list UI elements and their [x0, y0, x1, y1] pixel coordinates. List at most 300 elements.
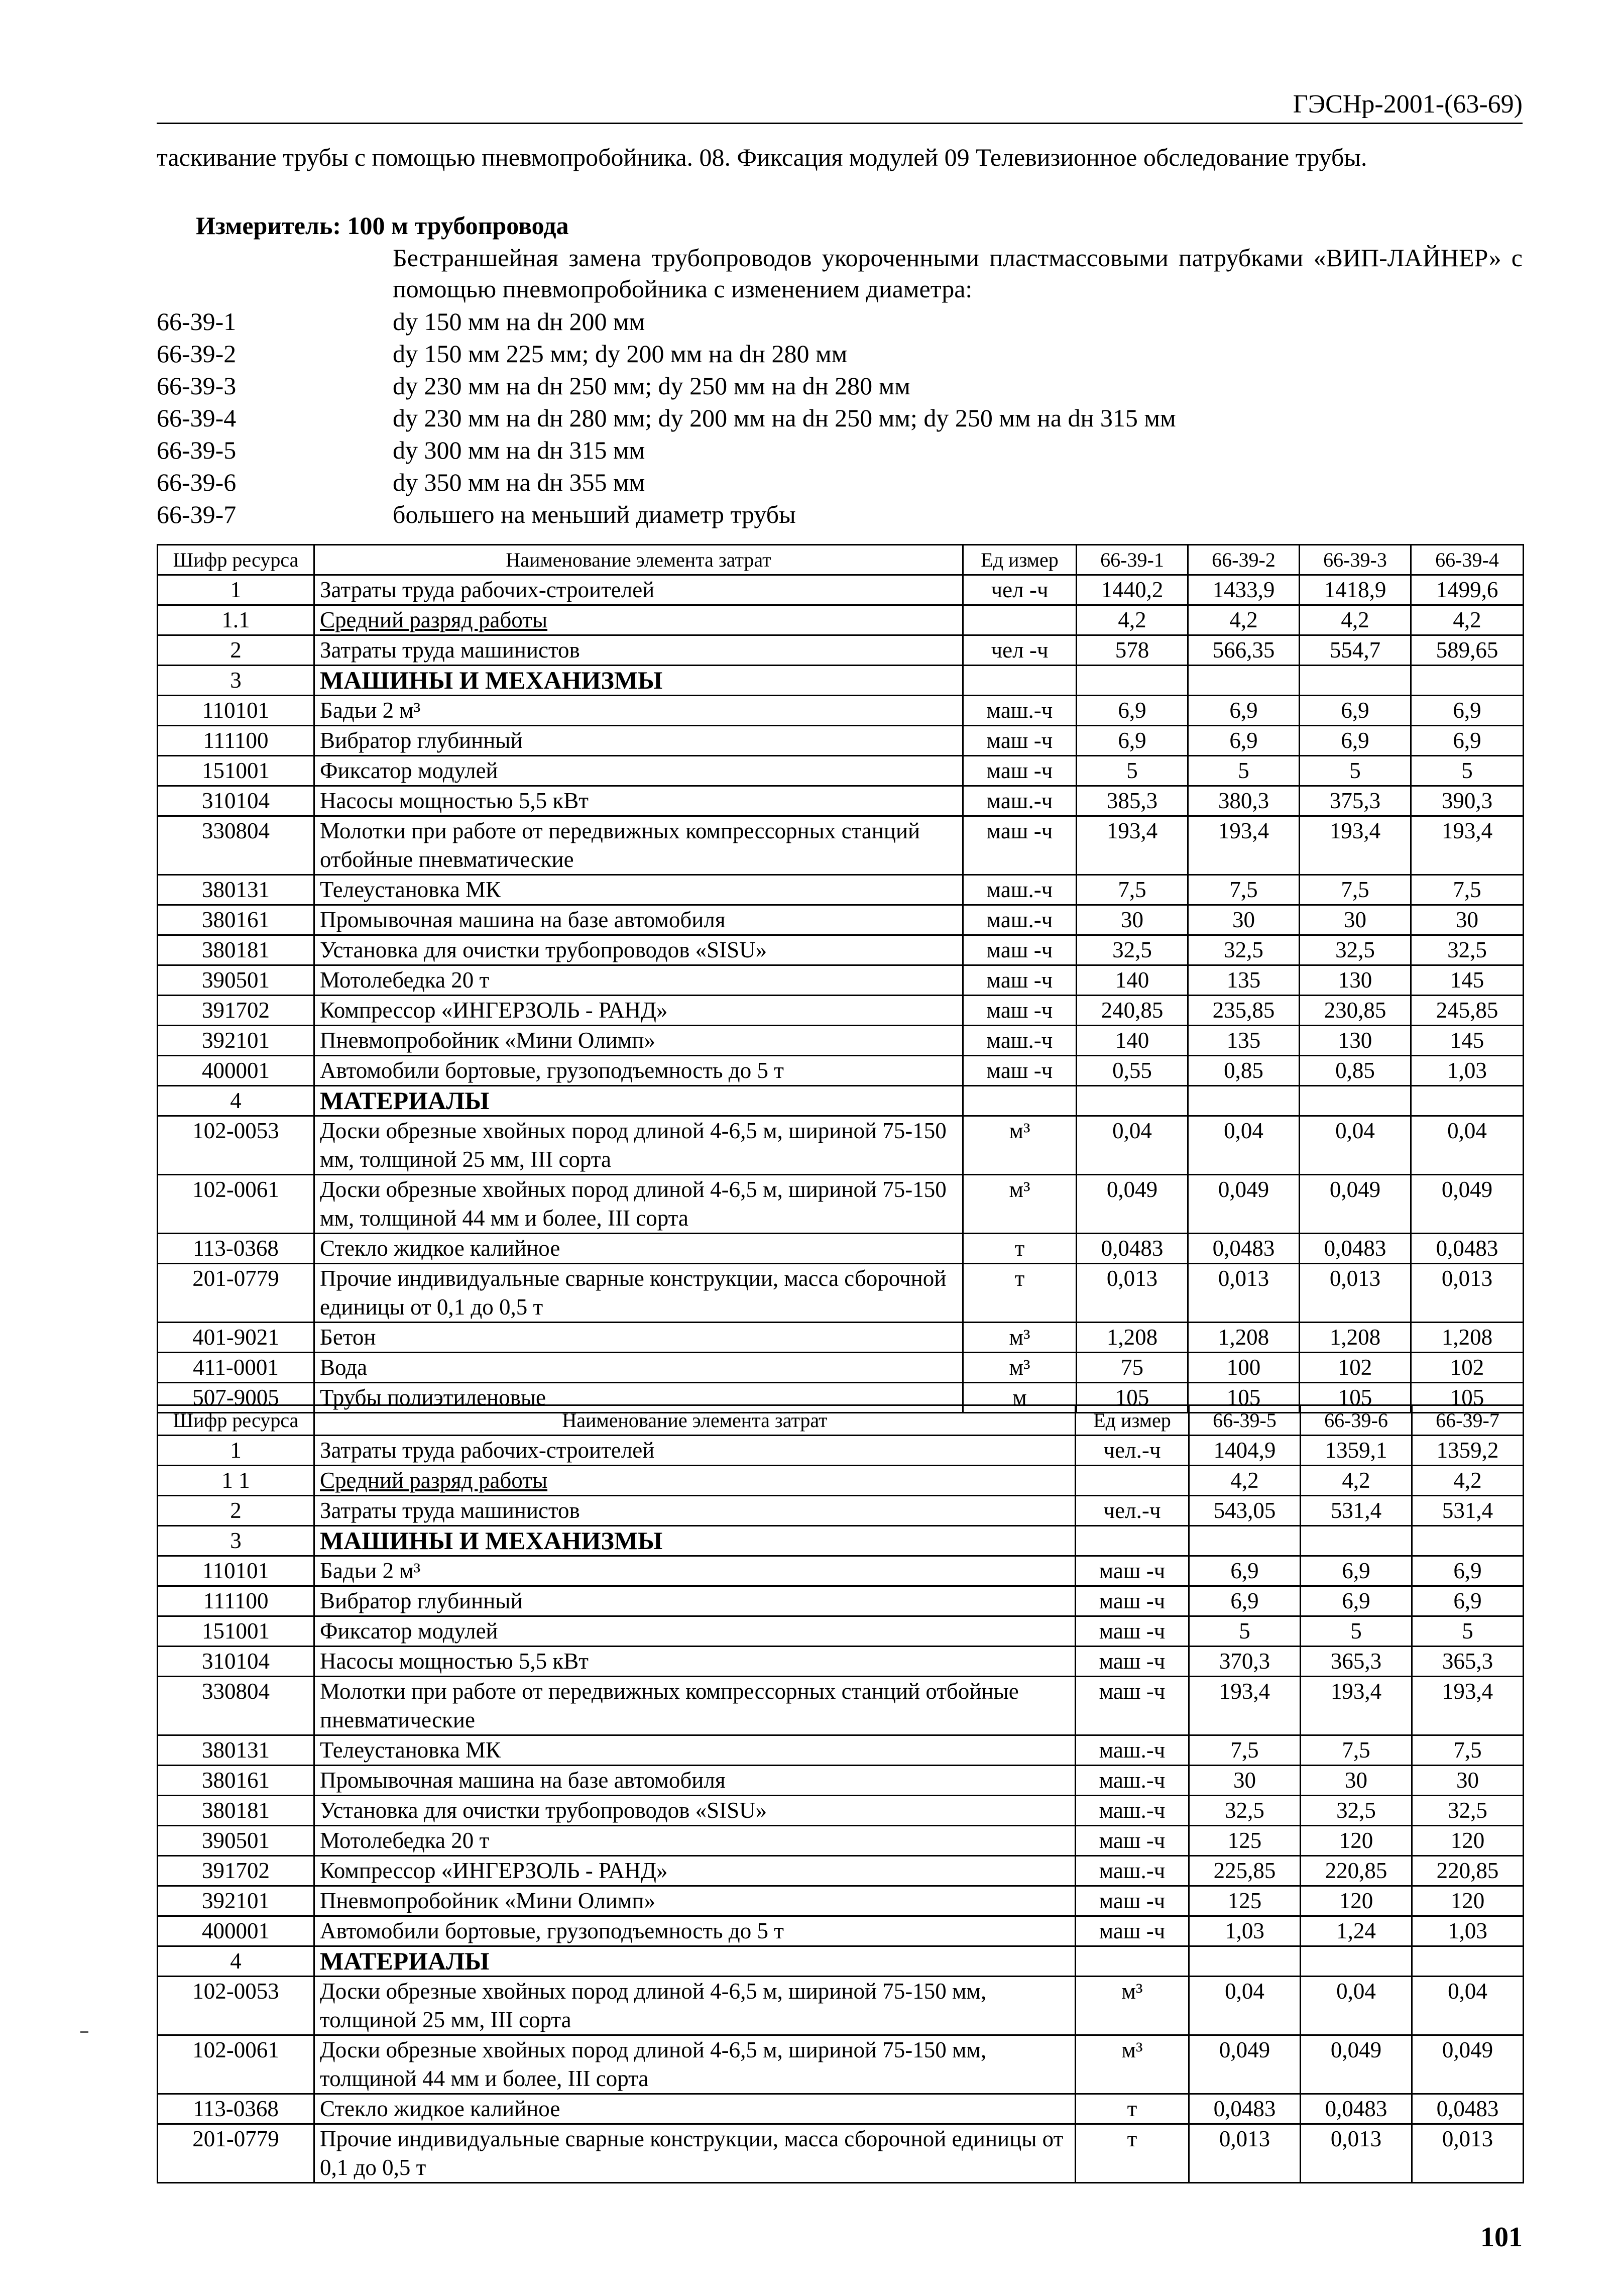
value-cell: 0,013: [1411, 1264, 1524, 1323]
value-cell: 120: [1412, 1826, 1524, 1856]
value-cell: 6,9: [1412, 1586, 1524, 1616]
unit-of-measure: м: [963, 1383, 1077, 1413]
resource-code: 390501: [158, 965, 314, 996]
value-cell: 193,4: [1077, 816, 1188, 875]
unit-of-measure: маш -ч: [963, 726, 1077, 756]
value-cell: 125: [1189, 1886, 1301, 1916]
resource-code: 400001: [158, 1916, 314, 1946]
value-cell: 100: [1188, 1353, 1300, 1383]
unit-of-measure: маш -ч: [963, 935, 1077, 965]
value-cell: 1433,9: [1188, 575, 1300, 605]
table-row: [158, 605, 1524, 635]
column-header: Шифр ресурса: [158, 545, 314, 575]
cost-element-name: Бадьи 2 м³: [314, 1556, 1076, 1586]
cost-element-name: Компрессор «ИНГЕРЗОЛЬ - РАНД»: [314, 1856, 1076, 1886]
table-row: [158, 1556, 1524, 1586]
resource-code: 102-0053: [158, 1977, 314, 2035]
value-cell: 1,03: [1412, 1916, 1524, 1946]
resource-code: 1: [158, 1436, 314, 1466]
value-cell: 105: [1411, 1383, 1524, 1413]
resource-code: 380131: [158, 875, 314, 905]
cost-element-name: Мотолебедка 20 т: [314, 1826, 1076, 1856]
value-cell: 30: [1300, 905, 1411, 935]
value-cell: 193,4: [1188, 816, 1300, 875]
value-cell: 75: [1077, 1353, 1188, 1383]
column-header: Наименование элемента затрат: [314, 1405, 1076, 1436]
value-cell: 589,65: [1411, 635, 1524, 666]
unit-of-measure: маш.-ч: [1076, 1856, 1189, 1886]
resource-code: 4: [158, 1086, 314, 1116]
unit-of-measure: маш -ч: [963, 816, 1077, 875]
cost-element-name: Прочие индивидуальные сварные конструкции, масса сборочной единицы от 0,1 до 0,5 т: [314, 2124, 1076, 2183]
value-cell: 30: [1188, 905, 1300, 935]
value-cell: 0,049: [1301, 2035, 1412, 2094]
resource-code: 507-9005: [158, 1383, 314, 1413]
unit-of-measure: маш.-ч: [1076, 1796, 1189, 1826]
value-cell: 30: [1189, 1766, 1301, 1796]
value-cell: 7,5: [1301, 1735, 1412, 1766]
code-text: большего на меньший диаметр трубы: [393, 500, 796, 528]
value-cell: 6,9: [1411, 696, 1524, 726]
value-cell: 120: [1301, 1826, 1412, 1856]
value-cell: 105: [1300, 1383, 1411, 1413]
code-text: dy 150 мм 225 мм; dy 200 мм на dн 280 мм: [393, 340, 848, 368]
cost-element-name: Пневмопробойник «Мини Олимп»: [314, 1886, 1076, 1916]
value-cell: 130: [1300, 1026, 1411, 1056]
cost-element-name: Доски обрезные хвойных пород длиной 4-6,5 м, шириной 75-150 мм, толщиной 25 мм, III сорта: [314, 1116, 963, 1175]
value-cell: [1411, 1086, 1524, 1116]
code-number: 66-39-5: [157, 436, 237, 464]
table-row: [158, 905, 1524, 935]
value-cell: 566,35: [1188, 635, 1300, 666]
value-cell: 1,208: [1411, 1323, 1524, 1353]
value-cell: 0,04: [1301, 1977, 1412, 2035]
value-cell: 0,55: [1077, 1056, 1188, 1086]
unit-of-measure: маш -ч: [1076, 1647, 1189, 1677]
code-text: dy 150 мм на dн 200 мм: [393, 307, 645, 336]
resource-code: 110101: [158, 1556, 314, 1586]
unit-of-measure: [1076, 1946, 1189, 1977]
value-cell: 7,5: [1077, 875, 1188, 905]
value-cell: 30: [1411, 905, 1524, 935]
value-cell: 0,85: [1188, 1056, 1300, 1086]
value-cell: 5: [1188, 756, 1300, 786]
resource-code: 102-0053: [158, 1116, 314, 1175]
unit-of-measure: маш -ч: [1076, 1616, 1189, 1647]
value-cell: 4,2: [1188, 605, 1300, 635]
section-row: [158, 1526, 1524, 1556]
unit-of-measure: т: [1076, 2094, 1189, 2124]
header-divider: [157, 123, 1523, 124]
code-list-item: [157, 434, 1176, 466]
cost-element-name: Стекло жидкое калийное: [314, 1234, 963, 1264]
cost-element-name: Установка для очистки трубопроводов «SISU»: [314, 935, 963, 965]
value-cell: 1,03: [1411, 1056, 1524, 1086]
cost-element-name: Молотки при работе от передвижных компрессорных станций отбойные пневматические: [314, 1677, 1076, 1735]
value-cell: [1189, 1526, 1301, 1556]
unit-of-measure: маш -ч: [963, 996, 1077, 1026]
code-list-item: [157, 498, 1176, 530]
value-cell: 32,5: [1300, 935, 1411, 965]
table-row: [158, 996, 1524, 1026]
table-row: [158, 756, 1524, 786]
cost-element-name: МАШИНЫ И МЕХАНИЗМЫ: [314, 666, 963, 696]
code-number: 66-39-1: [157, 307, 237, 336]
unit-of-measure: т: [963, 1264, 1077, 1323]
table-row: [158, 1616, 1524, 1647]
value-cell: 135: [1188, 965, 1300, 996]
value-cell: 193,4: [1189, 1677, 1301, 1735]
value-cell: 120: [1301, 1886, 1412, 1916]
page-number: 101: [1480, 2222, 1523, 2253]
table-row: [158, 1175, 1524, 1234]
resource-code: 391702: [158, 1856, 314, 1886]
value-cell: [1412, 1946, 1524, 1977]
resource-code: 151001: [158, 756, 314, 786]
unit-of-measure: м³: [963, 1353, 1077, 1383]
cost-element-name: МАШИНЫ И МЕХАНИЗМЫ: [314, 1526, 1076, 1556]
unit-of-measure: [963, 1086, 1077, 1116]
value-cell: 0,0483: [1189, 2094, 1301, 2124]
value-cell: 32,5: [1301, 1796, 1412, 1826]
table-row: [158, 1466, 1524, 1496]
cost-element-name: Промывочная машина на базе автомобиля: [314, 905, 963, 935]
column-header: Шифр ресурса: [158, 1405, 314, 1436]
code-number: 66-39-7: [157, 500, 237, 528]
cost-element-name: Трубы полиэтиленовые: [314, 1383, 963, 1413]
value-cell: 0,013: [1412, 2124, 1524, 2183]
value-cell: 0,049: [1300, 1175, 1411, 1234]
value-cell: 32,5: [1188, 935, 1300, 965]
resource-code: 330804: [158, 1677, 314, 1735]
value-cell: 230,85: [1300, 996, 1411, 1026]
value-cell: 0,013: [1189, 2124, 1301, 2183]
unit-of-measure: маш -ч: [1076, 1677, 1189, 1735]
section-row: [158, 1946, 1524, 1977]
table-row: [158, 1586, 1524, 1616]
value-cell: 0,013: [1300, 1264, 1411, 1323]
value-cell: 220,85: [1301, 1856, 1412, 1886]
unit-of-measure: маш.-ч: [963, 696, 1077, 726]
value-cell: 193,4: [1411, 816, 1524, 875]
value-cell: 4,2: [1189, 1466, 1301, 1496]
resource-code: 102-0061: [158, 2035, 314, 2094]
value-cell: 140: [1077, 965, 1188, 996]
value-cell: [1300, 1086, 1411, 1116]
resource-code: 1: [158, 575, 314, 605]
value-cell: 30: [1412, 1766, 1524, 1796]
value-cell: [1411, 666, 1524, 696]
unit-of-measure: [963, 666, 1077, 696]
code-text: dy 230 мм на dн 250 мм; dy 250 мм на dн 280 мм: [393, 372, 910, 400]
table-row: [158, 1264, 1524, 1323]
resource-code: 3: [158, 666, 314, 696]
resource-code: 330804: [158, 816, 314, 875]
column-header: Ед измер: [963, 545, 1077, 575]
table-row: [158, 1735, 1524, 1766]
value-cell: 531,4: [1301, 1496, 1412, 1526]
resource-code: 2: [158, 1496, 314, 1526]
code-number: 66-39-6: [157, 468, 237, 496]
cost-element-name: Вибратор глубинный: [314, 1586, 1076, 1616]
unit-of-measure: маш -ч: [963, 756, 1077, 786]
resource-code: 201-0779: [158, 2124, 314, 2183]
unit-of-measure: т: [1076, 2124, 1189, 2183]
value-cell: 1359,2: [1412, 1436, 1524, 1466]
table-row: [158, 1977, 1524, 2035]
unit-of-measure: т: [963, 1234, 1077, 1264]
table-row: [158, 1886, 1524, 1916]
value-cell: 6,9: [1188, 696, 1300, 726]
value-cell: 1418,9: [1300, 575, 1411, 605]
cost-element-name: Доски обрезные хвойных пород длиной 4-6,5 м, шириной 75-150 мм, толщиной 44 мм и более, III сорта: [314, 2035, 1076, 2094]
value-cell: 1,208: [1077, 1323, 1188, 1353]
resource-code: 310104: [158, 1647, 314, 1677]
code-number: 66-39-3: [157, 372, 237, 400]
value-cell: 5: [1077, 756, 1188, 786]
cost-element-name: Мотолебедка 20 т: [314, 965, 963, 996]
table-row: [158, 1826, 1524, 1856]
column-header: 66-39-1: [1077, 545, 1188, 575]
resource-code: 201-0779: [158, 1264, 314, 1323]
cost-element-name: Автомобили бортовые, грузоподъемность до 5 т: [314, 1056, 963, 1086]
resource-code: 390501: [158, 1826, 314, 1856]
code-list-item: [157, 338, 1176, 370]
cost-element-name: Вибратор глубинный: [314, 726, 963, 756]
value-cell: 102: [1411, 1353, 1524, 1383]
value-cell: 578: [1077, 635, 1188, 666]
code-text: dy 300 мм на dн 315 мм: [393, 436, 645, 464]
table-row: [158, 1056, 1524, 1086]
resource-code: 111100: [158, 726, 314, 756]
unit-of-measure: [1076, 1466, 1189, 1496]
value-cell: 1359,1: [1301, 1436, 1412, 1466]
value-cell: 193,4: [1301, 1677, 1412, 1735]
unit-of-measure: маш -ч: [1076, 1826, 1189, 1856]
value-cell: [1412, 1526, 1524, 1556]
value-cell: 370,3: [1189, 1647, 1301, 1677]
value-cell: 6,9: [1077, 696, 1188, 726]
cost-element-name: Автомобили бортовые, грузоподъемность до 5 т: [314, 1916, 1076, 1946]
resource-code: 110101: [158, 696, 314, 726]
unit-of-measure: маш -ч: [1076, 1916, 1189, 1946]
value-cell: 6,9: [1412, 1556, 1524, 1586]
value-cell: 0,04: [1300, 1116, 1411, 1175]
cost-element-name: Фиксатор модулей: [314, 1616, 1076, 1647]
table-row: [158, 786, 1524, 816]
cost-element-name: Затраты труда рабочих-строителей: [314, 1436, 1076, 1466]
resource-code: 3: [158, 1526, 314, 1556]
table-row: [158, 935, 1524, 965]
column-header: Ед измер: [1076, 1405, 1189, 1436]
value-cell: [1300, 666, 1411, 696]
resource-code: 2: [158, 635, 314, 666]
cost-element-name: Вода: [314, 1353, 963, 1383]
value-cell: 30: [1077, 905, 1188, 935]
cost-element-name: Доски обрезные хвойных пород длиной 4-6,5 м, шириной 75-150 мм, толщиной 25 мм, III сорта: [314, 1977, 1076, 2035]
cost-element-name: Бетон: [314, 1323, 963, 1353]
value-cell: 145: [1411, 1026, 1524, 1056]
table-row: [158, 575, 1524, 605]
table-row: [158, 696, 1524, 726]
value-cell: 193,4: [1412, 1677, 1524, 1735]
value-cell: 0,049: [1189, 2035, 1301, 2094]
value-cell: 0,0483: [1412, 2094, 1524, 2124]
table-row: [158, 1323, 1524, 1353]
table-row: [158, 726, 1524, 756]
table-row: [158, 1116, 1524, 1175]
table-row: [158, 1677, 1524, 1735]
resource-code: 380161: [158, 1766, 314, 1796]
resource-table-1: [157, 544, 1524, 1413]
cost-element-name: Пневмопробойник «Мини Олимп»: [314, 1026, 963, 1056]
document-code: ГЭСНр-2001-(63-69): [1293, 90, 1523, 119]
unit-of-measure: чел -ч: [963, 575, 1077, 605]
value-cell: 32,5: [1411, 935, 1524, 965]
value-cell: 135: [1188, 1026, 1300, 1056]
table-row: [158, 1496, 1524, 1526]
value-cell: 120: [1412, 1886, 1524, 1916]
value-cell: 0,013: [1077, 1264, 1188, 1323]
unit-of-measure: маш -ч: [1076, 1556, 1189, 1586]
value-cell: 6,9: [1411, 726, 1524, 756]
value-cell: 6,9: [1300, 696, 1411, 726]
unit-of-measure: маш.-ч: [963, 786, 1077, 816]
table-row: [158, 1436, 1524, 1466]
value-cell: 6,9: [1188, 726, 1300, 756]
resource-code: 380181: [158, 1796, 314, 1826]
cost-element-name: МАТЕРИАЛЫ: [314, 1086, 963, 1116]
value-cell: [1189, 1946, 1301, 1977]
table-row: [158, 1647, 1524, 1677]
value-cell: 130: [1300, 965, 1411, 996]
value-cell: 7,5: [1412, 1735, 1524, 1766]
value-cell: 220,85: [1412, 1856, 1524, 1886]
value-cell: [1188, 1086, 1300, 1116]
code-list-item: [157, 402, 1176, 434]
code-text: dy 230 мм на dн 280 мм; dy 200 мм на dн 250 мм; dy 250 мм на dн 315 мм: [393, 404, 1176, 432]
cost-element-name: Насосы мощностью 5,5 кВт: [314, 786, 963, 816]
cost-element-name: Промывочная машина на базе автомобиля: [314, 1766, 1076, 1796]
resource-code: 102-0061: [158, 1175, 314, 1234]
value-cell: 1,03: [1189, 1916, 1301, 1946]
value-cell: 531,4: [1412, 1496, 1524, 1526]
resource-code: 380131: [158, 1735, 314, 1766]
value-cell: 1404,9: [1189, 1436, 1301, 1466]
unit-of-measure: м³: [963, 1116, 1077, 1175]
unit-of-measure: маш -ч: [963, 965, 1077, 996]
resource-code: 392101: [158, 1026, 314, 1056]
value-cell: 1440,2: [1077, 575, 1188, 605]
value-cell: 32,5: [1412, 1796, 1524, 1826]
code-text: dy 350 мм на dн 355 мм: [393, 468, 645, 496]
cost-element-name: Затраты труда машинистов: [314, 1496, 1076, 1526]
column-header: 66-39-3: [1300, 545, 1411, 575]
code-list-item: [157, 466, 1176, 498]
cost-element-name: Затраты труда машинистов: [314, 635, 963, 666]
value-cell: 365,3: [1301, 1647, 1412, 1677]
code-number: 66-39-2: [157, 340, 237, 368]
value-cell: 30: [1301, 1766, 1412, 1796]
table-row: [158, 965, 1524, 996]
value-cell: 102: [1300, 1353, 1411, 1383]
unit-of-measure: м³: [963, 1323, 1077, 1353]
cost-element-name: Затраты труда рабочих-строителей: [314, 575, 963, 605]
value-cell: 6,9: [1189, 1556, 1301, 1586]
value-cell: 235,85: [1188, 996, 1300, 1026]
value-cell: 1499,6: [1411, 575, 1524, 605]
resource-code: 411-0001: [158, 1353, 314, 1383]
value-cell: 0,04: [1189, 1977, 1301, 2035]
unit-of-measure: чел -ч: [963, 635, 1077, 666]
table-row: [158, 1026, 1524, 1056]
value-cell: 375,3: [1300, 786, 1411, 816]
section-row: [158, 1086, 1524, 1116]
code-number: 66-39-4: [157, 404, 237, 432]
value-cell: 0,0483: [1411, 1234, 1524, 1264]
cost-element-name: Бадьи 2 м³: [314, 696, 963, 726]
resource-code: 380181: [158, 935, 314, 965]
unit-of-measure: маш.-ч: [1076, 1735, 1189, 1766]
value-cell: 7,5: [1411, 875, 1524, 905]
code-list: [157, 305, 1176, 530]
value-cell: 6,9: [1300, 726, 1411, 756]
value-cell: 225,85: [1189, 1856, 1301, 1886]
unit-of-measure: чел.-ч: [1076, 1496, 1189, 1526]
unit-of-measure: чел.-ч: [1076, 1436, 1189, 1466]
unit-of-measure: маш.-ч: [963, 875, 1077, 905]
value-cell: 7,5: [1300, 875, 1411, 905]
margin-mark: [80, 2031, 88, 2033]
column-header: Наименование элемента затрат: [314, 545, 963, 575]
value-cell: 6,9: [1077, 726, 1188, 756]
value-cell: [1188, 666, 1300, 696]
resource-code: 1 1: [158, 1466, 314, 1496]
value-cell: 7,5: [1189, 1735, 1301, 1766]
value-cell: 193,4: [1300, 816, 1411, 875]
value-cell: 0,013: [1188, 1264, 1300, 1323]
value-cell: 0,0483: [1300, 1234, 1411, 1264]
table-row: [158, 1234, 1524, 1264]
value-cell: 4,2: [1300, 605, 1411, 635]
code-list-item: [157, 305, 1176, 338]
cost-element-name: Телеустановка МК: [314, 1735, 1076, 1766]
value-cell: [1301, 1526, 1412, 1556]
unit-of-measure: маш -ч: [1076, 1886, 1189, 1916]
value-cell: 0,04: [1077, 1116, 1188, 1175]
resource-code: 1.1: [158, 605, 314, 635]
unit-of-measure: маш -ч: [963, 1056, 1077, 1086]
value-cell: 7,5: [1188, 875, 1300, 905]
value-cell: 0,04: [1188, 1116, 1300, 1175]
resource-code: 401-9021: [158, 1323, 314, 1353]
resource-code: 113-0368: [158, 2094, 314, 2124]
section-row: [158, 666, 1524, 696]
intro-text: таскивание трубы с помощью пневмопробойника. 08. Фиксация модулей 09 Телевизионное обследование трубы.: [157, 143, 1367, 171]
table-row: [158, 816, 1524, 875]
column-header: 66-39-5: [1189, 1405, 1301, 1436]
value-cell: 32,5: [1077, 935, 1188, 965]
unit-of-measure: [1076, 1526, 1189, 1556]
cost-element-name: Насосы мощностью 5,5 кВт: [314, 1647, 1076, 1677]
value-cell: 6,9: [1301, 1556, 1412, 1586]
column-header: 66-39-2: [1188, 545, 1300, 575]
value-cell: 1,208: [1300, 1323, 1411, 1353]
work-description: Бестраншейная замена трубопроводов укороченными пластмассовыми патрубками «ВИП-ЛАЙНЕР» с помощью пневмопробойника с изменением диаметра:: [393, 244, 1523, 303]
table-row: [158, 1856, 1524, 1886]
value-cell: [1077, 1086, 1188, 1116]
column-header: 66-39-7: [1412, 1405, 1524, 1436]
